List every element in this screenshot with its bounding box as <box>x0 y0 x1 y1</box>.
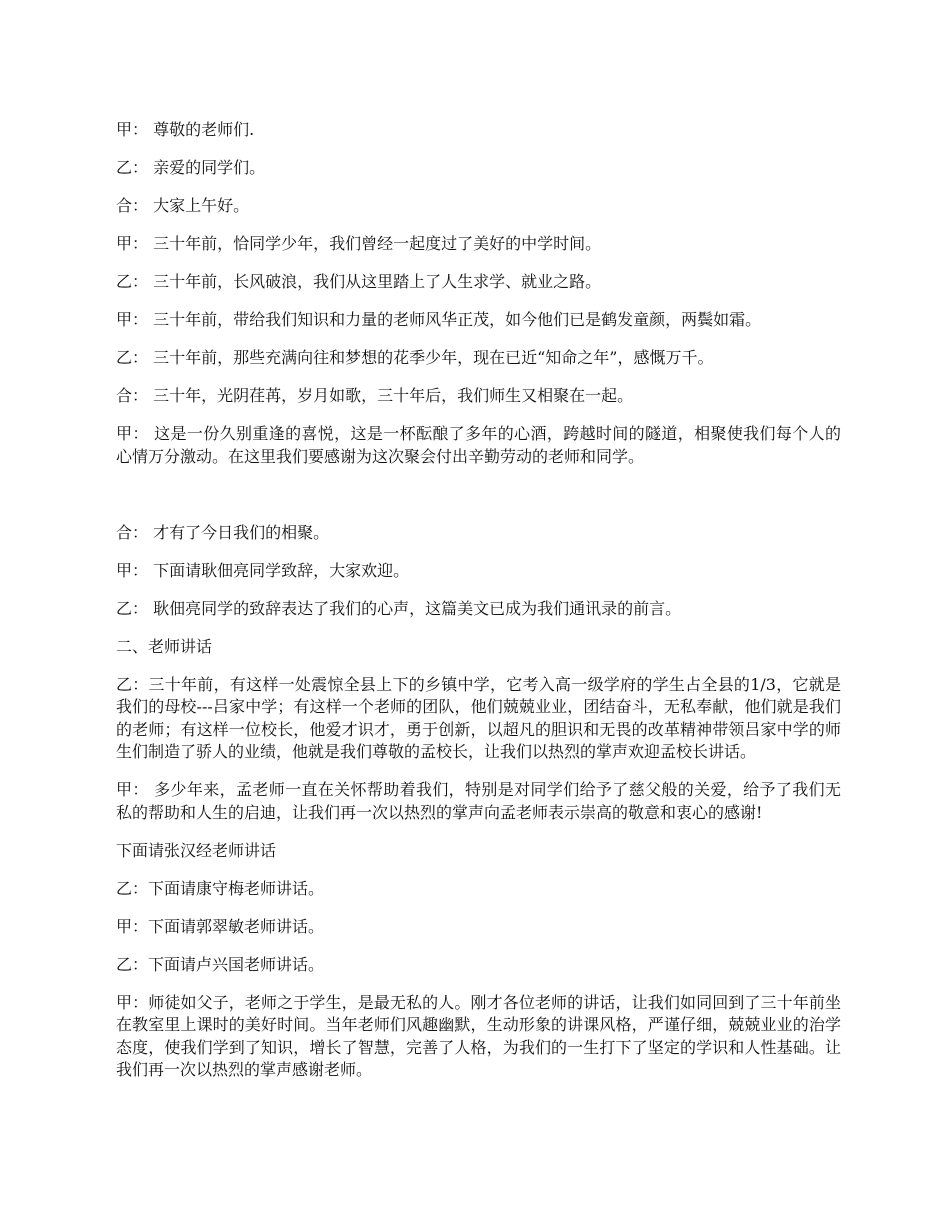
dialogue-line: 甲：师徒如父子，老师之于学生，是最无私的人。刚才各位老师的讲话，让我们如同回到了三十年前坐在教室里上课时的美好时间。当年老师们风趣幽默，生动形象的讲课风格，严谨仔细，兢兢业业的治学态度，使我们学到了知识，增长了智慧，完善了人格，为我们的一生打下了坚定的学识和人性基础。让我们再一次以热烈的掌声感谢老师。 <box>116 992 841 1079</box>
dialogue-line: 下面请张汉经老师讲话 <box>116 840 277 860</box>
dialogue-line: 乙：三十年前，有这样一处震惊全县上下的乡镇中学，它考入高一级学府的学生占全县的1/3，它就是我们的母校---吕家中学；有这样一个老师的团队，他们兢兢业业，团结奋斗，无私奉献，他们就是我们的老师；有这样一位校长，他爱才识才，勇于创新，以超凡的胆识和无畏的改革精神带领吕家中学的师生们制造了骄人的业绩，他就是我们尊敬的孟校长，让我们以热烈的掌声欢迎孟校长讲话。 <box>116 674 841 761</box>
dialogue-line: 合： 三十年，光阴荏苒，岁月如歌，三十年后，我们师生又相聚在一起。 <box>116 386 634 405</box>
dialogue-line: 甲： 三十年前，带给我们知识和力量的老师风华正茂，如今他们已是鹤发童颜，两鬓如霜。 <box>116 310 762 329</box>
dialogue-line: 乙： 亲爱的同学们。 <box>116 158 266 177</box>
dialogue-line: 甲： 下面请耿佃亮同学致辞，大家欢迎。 <box>116 560 410 580</box>
dialogue-line: 乙： 耿佃亮同学的致辞表达了我们的心声，这篇美文已成为我们通讯录的前言。 <box>116 598 682 618</box>
blank-spacer <box>116 484 841 522</box>
dialogue-line: 甲：下面请郭翠敏老师讲话。 <box>116 916 325 936</box>
dialogue-line: 甲： 多少年来，孟老师一直在关怀帮助着我们，特别是对同学们给予了慈父般的关爱，给予了我们无私的帮助和人生的启迪，让我们再一次以热烈的掌声向孟老师表示崇高的敬意和衷心的感谢! <box>116 780 841 822</box>
document-body <box>116 119 841 1097</box>
dialogue-line: 甲： 三十年前，恰同学少年，我们曾经一起度过了美好的中学时间。 <box>116 234 602 253</box>
dialogue-line: 合： 才有了今日我们的相聚。 <box>116 522 330 542</box>
dialogue-line: 合： 大家上午好。 <box>116 196 250 215</box>
dialogue-line: 甲： 这是一份久别重逢的喜悦，这是一杯酝酿了多年的心酒，跨越时间的隧道，相聚使我们每个人的心情万分激动。在这里我们要感谢为这次聚会付出辛勤劳动的老师和同学。 <box>116 424 841 466</box>
dialogue-line: 甲： 尊敬的老师们. <box>116 120 255 139</box>
dialogue-line: 乙： 三十年前，长风破浪，我们从这里踏上了人生求学、就业之路。 <box>116 272 602 291</box>
dialogue-line: 乙： 三十年前，那些充满向往和梦想的花季少年，现在已近“知命之年”，感慨万千。 <box>116 348 714 367</box>
section-heading: 二、老师讲话 <box>116 636 213 656</box>
dialogue-line: 乙：下面请卢兴国老师讲话。 <box>116 954 325 974</box>
dialogue-line: 乙：下面请康守梅老师讲话。 <box>116 878 325 898</box>
